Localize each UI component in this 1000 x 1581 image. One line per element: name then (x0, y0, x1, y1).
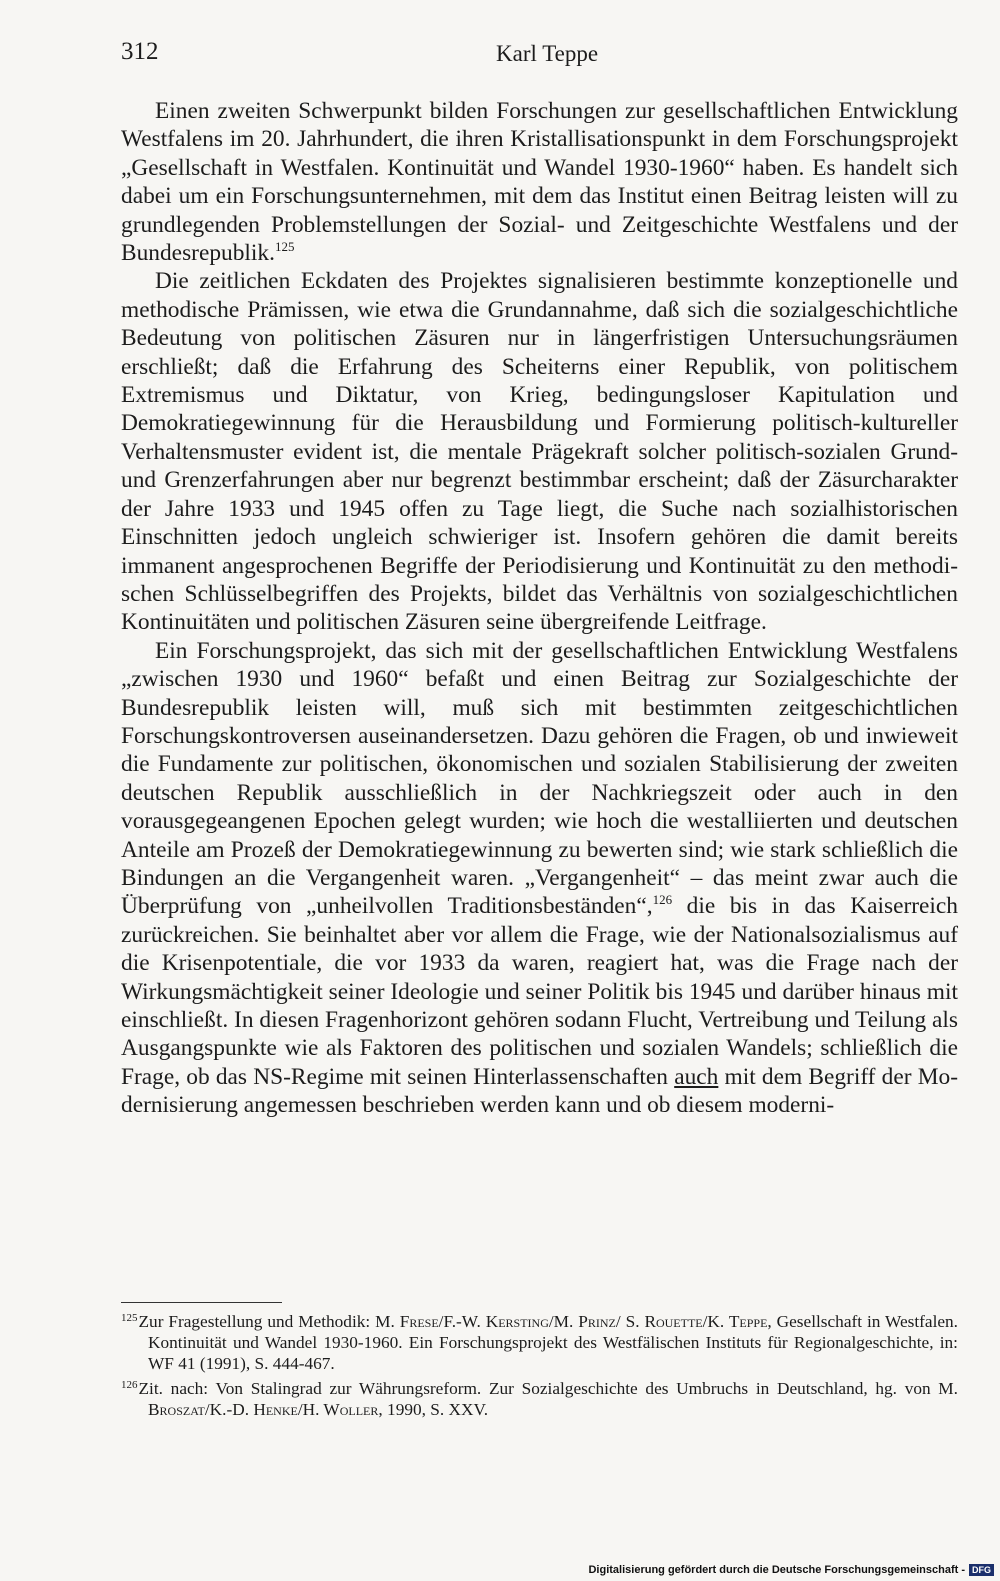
funding-note (588, 1564, 994, 1576)
footnote-ref-125[interactable]: 125 (274, 239, 295, 255)
running-head: Karl Teppe (496, 41, 599, 66)
footnote-mark: 125 (121, 1312, 138, 1324)
underlined-word: auch (674, 1063, 719, 1090)
footnotes (121, 1311, 958, 1423)
footnote-divider (121, 1302, 282, 1303)
body-text (121, 97, 958, 1120)
paragraph-1 (121, 97, 958, 267)
footnote-126 (121, 1378, 958, 1420)
footnote-text: Zit. nach: Von Stalingrad zur Währungsreform. Zur Sozialgeschichte des Umbruchs in Deutschland, hg. von M. (138, 1378, 958, 1398)
footnote-ref-126[interactable]: 126 (652, 892, 673, 908)
funding-note-text: Digitalisierung gefördert durch die Deutsche Forschungsgemeinschaft - (588, 1564, 965, 1576)
footnote-125 (121, 1311, 958, 1375)
paragraph-3-text-c: mit dem Begriff der Modernisierung angemessen beschrieben werden kann und ob diesem moderni- (121, 1063, 958, 1119)
footnote-text: , Gesellschaft in Westfalen. Kontinuität und Wandel 1930-1960. Ein Forschungsprojekt des Westfälischen Instituts für Regionalgeschichte, in: WF 41 (1991), S. 444-467. (148, 1312, 958, 1374)
paragraph-3 (121, 637, 958, 1120)
paragraph-2: Die zeitlichen Eckdaten des Projektes signalisieren bestimmte konzeptionelle und methodische Prämissen, wie etwa die Grundannahme, daß sich die sozialgeschichtliche Bedeutung von politischen Zäsuren nur in längerfristigen Untersuchungsräumen erschließt; daß die Erfahrung des Scheiterns einer Republik, von politischem Extremismus und Diktatur, von Krieg, bedingungsloser Kapitulation und Demokratiegewinnung für die Herausbildung und Formierung politisch-kultureller Verhaltensmuster evident ist, die mentale Prägekraft solcher politisch-sozialen Grund- und Grenzerfahrungen aber nur begrenzt bestimmbar erscheint; daß der Zäsurcharakter der Jahre 1933 und 1945 offen zu Tage liegt, die Suche nach sozialhistorischen Einschnitten jedoch ungleich schwieriger ist. Insofern gehören die damit bereits immanent angesprochenen Begriffe der Periodisierung und Kontinuität zu den methodischen Schlüsselbegriffen des Projekts, bildet das Verhältnis von sozialgeschichtlichen Kontinuitäten und politischen Zäsuren seine übergreifende Leitfrage. (121, 268, 958, 636)
footnote-authors: Frese/F.-W. Kersting/M. Prinz/ S. Rouette/K. Teppe (399, 1312, 768, 1331)
footnote-text: Zur Fragestellung und Methodik: M. (138, 1312, 400, 1331)
footnote-text: , 1990, S. XXV. (378, 1399, 489, 1419)
paragraph-1-text: Einen zweiten Schwerpunkt bilden Forschungen zur gesellschaftlichen Entwicklung Westfalens im 20. Jahrhundert, die ihren Kristallisationspunkt in dem Forschungsprojekt „Gesellschaft in Westfalen. Kontinuität und Wandel 1930-1960“ haben. Es handelt sich dabei um ein Forschungsunternehmen, mit dem das Institut einen Beitrag leisten will zu grundlegenden Problemstellungen der Sozial- und Zeitgeschichte Westfalens und der Bundesrepublik. (121, 98, 958, 267)
paragraph-3-text-a: Ein Forschungsprojekt, das sich mit der gesellschaftlichen Entwicklung Westfalens „zwischen 1930 und 1960“ befaßt und einen Beitrag zur Sozialgeschichte der Bundesrepublik leisten will, muß sich mit bestimmten zeitgeschichtlichen Forschungskontroversen auseinandersetzen. Dazu gehören die Fragen, ob und inwieweit die Fundamente zur politischen, ökonomischen und sozialen Stabilisierung der zweiten deutschen Republik ausschließlich in der Nachkriegszeit oder auch in den vorausgegeangenen Epochen gelegt wurden; wie hoch die westalliierten und deutschen Anteile am Prozeß der Demokratiegewinnung zu bewerten sind; wie stark schließlich die Bindungen an die Vergangenheit waren. „Vergangenheit“ – das meint zwar auch die Überprüfung von „unheilvollen Traditionsbeständen“, (121, 637, 958, 920)
footnote-mark: 126 (121, 1378, 138, 1391)
paragraph-3-text-b: die bis in das Kaiserreich zurückreichen. Sie beinhaltet aber vor allem die Frage, wie der Nationalsozialismus auf die Krisenpotentiale, die vor 1933 da waren, reagiert hat, was die Frage nach der Wirkungsmächtigkeit seiner Ideologie und seiner Politik bis 1945 und darüber hinaus mit einschließt. In diesen Fragenhorizont gehören sodann Flucht, Vertreibung und Teilung als Ausgangspunkte wie als Faktoren des politischen und sozialen Wandels; schließlich die Frage, ob das NS-Regime mit seinen Hinterlassenschaften (121, 893, 958, 1090)
footnote-authors: Broszat/K.-D. Henke/H. Woller (148, 1399, 379, 1419)
dfg-logo: DFG (969, 1564, 994, 1576)
page-number: 312 (121, 38, 159, 65)
